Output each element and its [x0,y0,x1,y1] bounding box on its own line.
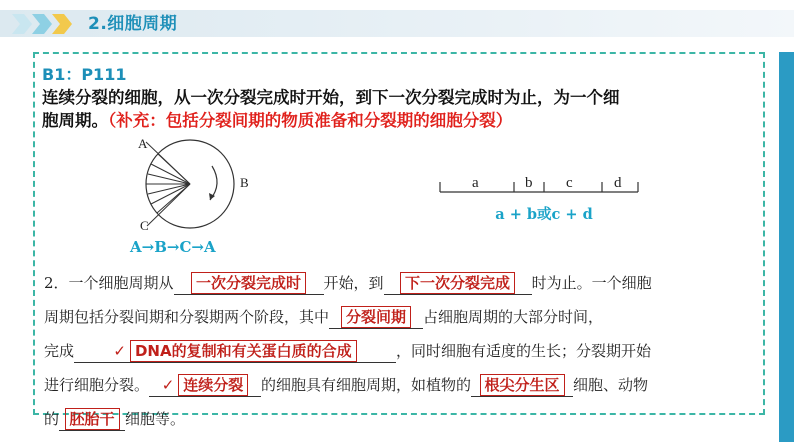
para-text: 的细胞具有细胞周期，如植物的 [261,376,472,394]
para-text: 占细胞周期的大部分时间， [423,308,604,326]
blank-3 [329,306,423,329]
blank-6 [471,374,573,397]
definition-line2: 胞周期。 [42,111,108,130]
label-b: B [240,175,249,190]
definition-text [42,86,764,132]
answer-6: 根尖分生区 [480,374,565,396]
blank-1 [174,272,324,295]
segment-label-a: a [472,175,479,191]
para-text: 细胞、动物 [573,376,649,394]
blank-4 [74,340,396,363]
answer-4: DNA的复制和有关蛋白质的合成 [130,340,357,362]
segment-formula: a + b或c + d [495,206,593,223]
answer-5: 连续分裂 [178,374,248,396]
blank-5 [149,374,261,397]
cell-cycle-circle-diagram [128,134,258,236]
para-text: 细胞等。 [125,410,186,428]
section-title: 2.细胞周期 [88,14,178,34]
chevron-arrows-icon [12,14,78,34]
segment-label-d: d [614,175,622,191]
blank-2 [384,272,532,295]
answer-2: 下一次分裂完成 [400,272,515,294]
para-text: 进行细胞分裂。 [44,376,150,394]
fill-in-paragraph [44,266,758,436]
para-text: 的 [44,410,60,428]
para-text: 周期包括分裂间期和分裂期两个阶段，其中 [44,308,330,326]
para-text: 开始，到 [323,274,384,292]
para-text: 时为止。一个细胞 [531,274,652,292]
segment-diagram [434,168,644,202]
check-mark-icon: ✓ [161,376,175,394]
definition-line1: 连续分裂的细胞，从一次分裂完成时开始，到下一次分裂完成时为止，为一个细 [42,88,620,107]
check-mark-icon: ✓ [113,342,126,360]
answer-3: 分裂间期 [341,306,411,328]
blank-7 [59,408,125,431]
answer-1: 一次分裂完成时 [191,272,306,294]
textbook-reference: B1：P111 [42,65,127,84]
side-accent-bar [779,52,794,442]
label-a: A [138,136,148,151]
cycle-sequence: A→B→C→A [130,238,216,256]
answer-7: 胚胎干 [65,408,120,430]
para-text: ，同时细胞有适度的生长；分裂期开始 [396,342,652,360]
definition-supplement: （补充：包括分裂间期的物质准备和分裂期的细胞分裂） [108,111,513,130]
segment-label-c: c [566,175,573,191]
label-c: C [140,218,149,233]
para-text: 完成 [44,342,75,360]
para-text: 2．一个细胞周期从 [44,274,174,292]
segment-label-b: b [525,175,533,191]
